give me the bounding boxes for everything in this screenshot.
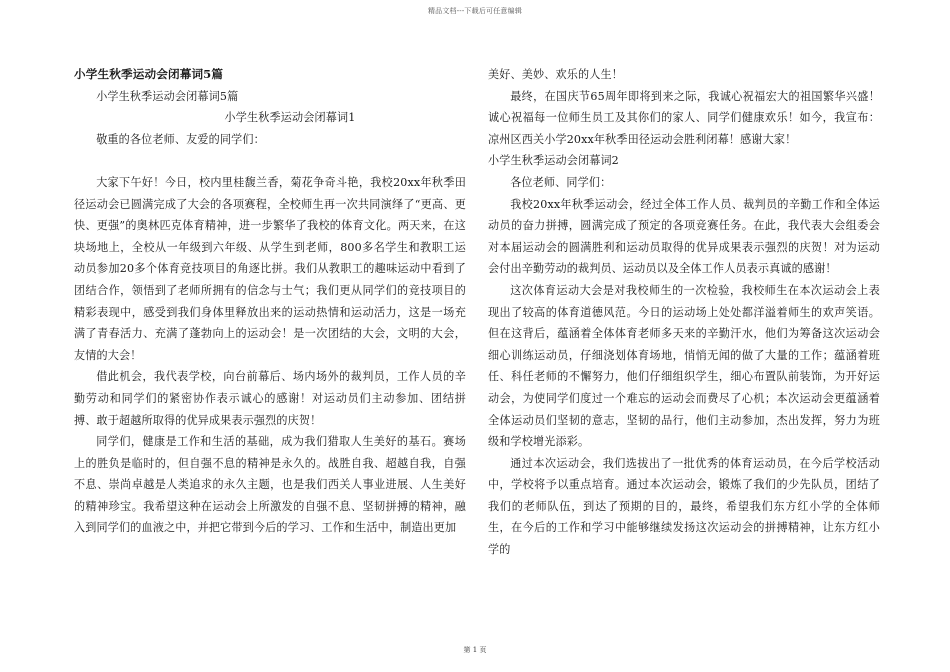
- document-title: 小学生秋季运动会闭幕词5篇: [74, 67, 224, 81]
- paragraph: 大家下午好！今日，校内里桂馥兰香，菊花争奇斗艳，我校20xx年秋季田径运动会已圆满完成了大会的各项赛程，全校师生再一次共同演绎了“更高、更快、更强”的奥林匹克体育精神，进一步繁华了我校的体育文化。两天来，在这块场地上，全校从一年级到六年级、从学生到老师，800多名学生和教职工运动员参加20多个体育竞技项目的角逐比拼。我们从教职工的趣味运动中看到了团结合作，领悟到了老师所拥有的信念与士气；我们更从同学们的竞技项目的精彩表现中，感受到我们身体里释放出来的运动热情和运动活力，这是一场充满了青春活力、充满了蓬勃向上的运动会！是一次团结的大会，文明的大会，友情的大会！: [74, 175, 466, 362]
- document-subtitle: 小学生秋季运动会闭幕词5篇: [96, 89, 239, 103]
- paragraph: 借此机会，我代表学校，向台前幕后、场内场外的裁判员，工作人员的辛勤劳动和同学们的紧密协作表示诚心的感谢！对运动员们主动参加、团结拼搏、敢于超越所取得的优异成果表示强烈的庆贺！: [74, 370, 466, 427]
- paragraph: 这次体育运动大会是对我校师生的一次检验，我校师生在本次运动会上表现出了较高的体育道德风范。今日的运动场上处处都洋溢着师生的欢声笑语。但在这背后，蕴涵着全体体育老师多天来的辛勤汗水，他们为筹备这次运动会细心训练运动员，仔细浇划体育场地，悄悄无闻的做了大量的工作；蕴涵着班任、科任老师的不懈努力，他们仔细组织学生，细心布置队前装饰，为开好运动会，为使同学们度过一个难忘的运动会而费尽了心机；本次运动会更蕴涵着全体运动员们坚韧的意志，坚韧的品行，他们主动参加，杰出发挥，努力为班级和学校增光添彩。: [488, 283, 880, 449]
- page-number: 第 1 页: [463, 646, 487, 654]
- blank-line: [74, 150, 466, 172]
- greeting-1: 敬重的各位老师、友爱的同学们：: [96, 132, 265, 146]
- page-header: 精品文档---下载后可任意编辑: [427, 7, 523, 15]
- left-column: [74, 64, 466, 539]
- paragraph-continuation: 美好、美妙、欢乐的人生！: [488, 68, 623, 81]
- right-column: [488, 64, 880, 561]
- paragraph: 同学们，健康是工作和生活的基础，成为我们猎取人生美好的基石。赛场上的胜负是临时的，但自强不息的精神是永久的。战胜自我、超越自我，自强不息、崇尚卓越是人类追求的永久主题，也是我们西关人事业进展、人生美好的精神珍宝。我希望这种在运动会上所激发的自强不息、坚韧拼搏的精神，融入到同学们的血液之中，并把它带到今后的学习、工作和生活中，制造出更加: [74, 435, 466, 535]
- section-heading-2: 小学生秋季运动会闭幕词2: [488, 154, 619, 168]
- paragraph: 最终，在国庆节65周年即将到来之际，我诚心祝福宏大的祖国繁华兴盛！诚心祝福每一位师生员工及其你们的家人、同学们健康欢乐！如今，我宣布：凉州区西关小学20xx年秋季田径运动会胜利闭幕！感谢大家！: [488, 89, 880, 146]
- paragraph: 通过本次运动会，我们选拔出了一批优秀的体育运动员，在今后学校活动中，学校将予以重点培育。通过本次运动会，锻炼了我们的少先队员，团结了我们的老师队伍，到达了预期的目的，最终，希望我们东方红小学的全体师生，在今后的工作和学习中能够继续发扬这次运动会的拼搏精神，让东方红小学的: [488, 456, 880, 557]
- paragraph: 我校20xx年秋季运动会，经过全体工作人员、裁判员的辛勤工作和全体运动员的奋力拼搏，圆满完成了预定的各项竞赛任务。在此，我代表大会组委会对本届运动会的圆满胜利和运动员取得的优异成果表示强烈的庆贺！对为运动会付出辛勤劳动的裁判员、运动员以及全体工作人员表示真诚的感谢！: [488, 197, 880, 276]
- greeting-2: 各位老师、同学们：: [510, 175, 612, 189]
- section-heading-1: 小学生秋季运动会闭幕词1: [224, 111, 356, 125]
